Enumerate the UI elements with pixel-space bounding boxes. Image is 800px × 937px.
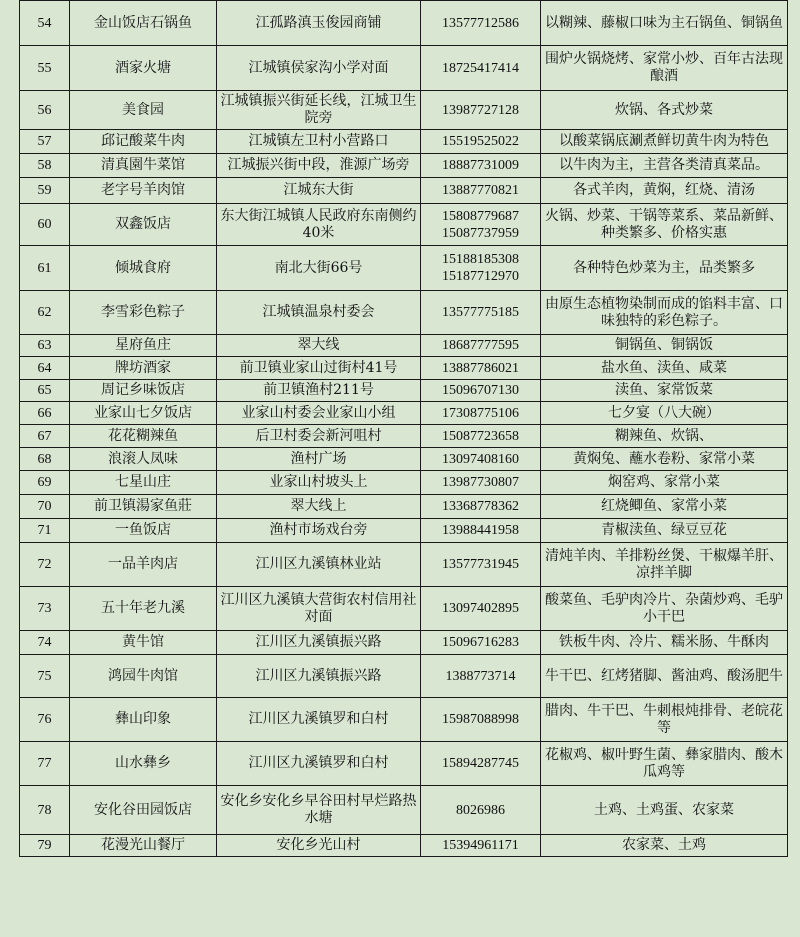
- row-number: 77: [20, 742, 70, 786]
- restaurant-phone: 15894287745: [421, 742, 541, 786]
- restaurant-specialty: 渎鱼、家常饭菜: [541, 380, 788, 402]
- restaurant-phone: 15087723658: [421, 425, 541, 448]
- restaurant-name: 一鱼饭店: [70, 519, 217, 543]
- restaurant-phone: 13097402895: [421, 587, 541, 631]
- table-row: [20, 204, 788, 246]
- row-number: 66: [20, 402, 70, 425]
- table-row: [20, 448, 788, 471]
- restaurant-name: 牌坊酒家: [70, 357, 217, 380]
- restaurant-address: 前卫镇业家山过街村41号: [217, 357, 421, 380]
- restaurant-name: 老字号羊肉馆: [70, 178, 217, 204]
- row-number: 68: [20, 448, 70, 471]
- row-number: 55: [20, 46, 70, 91]
- table-row: [20, 655, 788, 698]
- restaurant-specialty: 火锅、炒菜、干锅等菜系、菜品新鲜、种类繁多、价格实惠: [541, 204, 788, 246]
- row-number: 58: [20, 154, 70, 178]
- restaurant-phone: 18725417414: [421, 46, 541, 91]
- restaurant-phone: 13887786021: [421, 357, 541, 380]
- table-row: [20, 402, 788, 425]
- restaurant-phone: 15096716283: [421, 631, 541, 655]
- restaurant-address: 江孤路滇玉俊园商铺: [217, 1, 421, 46]
- restaurant-name: 清真園牛菜馆: [70, 154, 217, 178]
- restaurant-specialty: 各种特色炒菜为主，品类繁多: [541, 246, 788, 291]
- restaurant-name: 五十年老九溪: [70, 587, 217, 631]
- restaurant-specialty: 以糊辣、藤椒口味为主石锅鱼、铜锅鱼: [541, 1, 788, 46]
- table-row: [20, 357, 788, 380]
- restaurant-address: 江川区九溪镇振兴路: [217, 655, 421, 698]
- restaurant-name: 倾城食府: [70, 246, 217, 291]
- restaurant-specialty: 牛干巴、红烤猪脚、酱油鸡、酸汤肥牛: [541, 655, 788, 698]
- restaurant-phone: 15096707130: [421, 380, 541, 402]
- restaurant-address: 江城振兴街中段，淮源广场旁: [217, 154, 421, 178]
- restaurant-specialty: 糊辣鱼、炊锅、: [541, 425, 788, 448]
- table-row: [20, 130, 788, 154]
- restaurant-name: 李雪彩色粽子: [70, 291, 217, 335]
- restaurant-specialty: 腊肉、牛干巴、牛刺根炖排骨、老皖花等: [541, 698, 788, 742]
- restaurant-phone: 13577731945: [421, 543, 541, 587]
- table-row: [20, 246, 788, 291]
- restaurant-phone: 15987088998: [421, 698, 541, 742]
- restaurant-address: 渔村市场戏台旁: [217, 519, 421, 543]
- restaurant-specialty: 以牛肉为主，主营各类清真菜品。: [541, 154, 788, 178]
- restaurant-address: 翠大线: [217, 335, 421, 357]
- restaurant-address: 安化乡光山村: [217, 835, 421, 857]
- table-row: [20, 786, 788, 835]
- table-row: [20, 698, 788, 742]
- restaurant-address: 东大街江城镇人民政府东南侧约40米: [217, 204, 421, 246]
- restaurant-name: 花漫光山餐厅: [70, 835, 217, 857]
- row-number: 72: [20, 543, 70, 587]
- restaurant-phone: 13988441958: [421, 519, 541, 543]
- table-row: [20, 335, 788, 357]
- restaurant-name: 一品羊肉店: [70, 543, 217, 587]
- restaurant-address: 江城镇温泉村委会: [217, 291, 421, 335]
- restaurant-specialty: 焖窑鸡、家常小菜: [541, 471, 788, 495]
- restaurant-specialty: 土鸡、土鸡蛋、农家菜: [541, 786, 788, 835]
- restaurant-specialty: 清炖羊肉、羊排粉丝煲、干椒爆羊肝、凉拌羊脚: [541, 543, 788, 587]
- restaurant-address: 安化乡安化乡早谷田村早烂路热水塘: [217, 786, 421, 835]
- restaurant-phone: 13987730807: [421, 471, 541, 495]
- table-row: [20, 154, 788, 178]
- restaurant-phone: 8026986: [421, 786, 541, 835]
- restaurant-specialty: 炊锅、各式炒菜: [541, 91, 788, 130]
- row-number: 56: [20, 91, 70, 130]
- restaurant-address: 江川区九溪镇林业站: [217, 543, 421, 587]
- row-number: 61: [20, 246, 70, 291]
- row-number: 70: [20, 495, 70, 519]
- table-row: [20, 91, 788, 130]
- table-row: [20, 471, 788, 495]
- restaurant-phone: 15808779687 15087737959: [421, 204, 541, 246]
- restaurant-specialty: 以酸菜锅底涮煮鲜切黄牛肉为特色: [541, 130, 788, 154]
- row-number: 78: [20, 786, 70, 835]
- restaurant-phone: 15394961171: [421, 835, 541, 857]
- table-row: [20, 46, 788, 91]
- table-row: [20, 291, 788, 335]
- restaurant-name: 黄牛馆: [70, 631, 217, 655]
- row-number: 57: [20, 130, 70, 154]
- restaurant-phone: 18887731009: [421, 154, 541, 178]
- restaurant-specialty: 各式羊肉，黄焖，红烧、清汤: [541, 178, 788, 204]
- restaurant-table-body: [20, 1, 788, 857]
- restaurant-address: 江川区九溪镇罗和白村: [217, 742, 421, 786]
- restaurant-name: 前卫镇湯家鱼莊: [70, 495, 217, 519]
- restaurant-phone: 13368778362: [421, 495, 541, 519]
- row-number: 62: [20, 291, 70, 335]
- restaurant-address: 江城镇振兴街延长线，江城卫生院旁: [217, 91, 421, 130]
- table-row: [20, 380, 788, 402]
- restaurant-address: 业家山村坡头上: [217, 471, 421, 495]
- restaurant-name: 山水彝乡: [70, 742, 217, 786]
- row-number: 60: [20, 204, 70, 246]
- restaurant-address: 江川区九溪镇大营街农村信用社对面: [217, 587, 421, 631]
- restaurant-phone: 13097408160: [421, 448, 541, 471]
- restaurant-name: 酒家火塘: [70, 46, 217, 91]
- row-number: 71: [20, 519, 70, 543]
- restaurant-table: [19, 0, 788, 857]
- table-row: [20, 178, 788, 204]
- restaurant-address: 江城东大街: [217, 178, 421, 204]
- row-number: 67: [20, 425, 70, 448]
- table-row: [20, 1, 788, 46]
- restaurant-address: 江城镇左卫村小营路口: [217, 130, 421, 154]
- restaurant-phone: 17308775106: [421, 402, 541, 425]
- row-number: 75: [20, 655, 70, 698]
- row-number: 63: [20, 335, 70, 357]
- restaurant-specialty: 青椒渎鱼、绿豆豆花: [541, 519, 788, 543]
- restaurant-phone: 13577775185: [421, 291, 541, 335]
- restaurant-address: 江城镇侯家沟小学对面: [217, 46, 421, 91]
- restaurant-table-sheet: [19, 0, 787, 857]
- table-row: [20, 631, 788, 655]
- restaurant-phone: 18687777595: [421, 335, 541, 357]
- restaurant-specialty: 酸菜鱼、毛驴肉冷片、杂菌炒鸡、毛驴小干巴: [541, 587, 788, 631]
- table-row: [20, 425, 788, 448]
- row-number: 59: [20, 178, 70, 204]
- restaurant-specialty: 七夕宴（八大碗）: [541, 402, 788, 425]
- row-number: 65: [20, 380, 70, 402]
- restaurant-address: 渔村广场: [217, 448, 421, 471]
- table-row: [20, 587, 788, 631]
- restaurant-specialty: 农家菜、土鸡: [541, 835, 788, 857]
- table-row: [20, 543, 788, 587]
- row-number: 76: [20, 698, 70, 742]
- row-number: 79: [20, 835, 70, 857]
- restaurant-name: 美食园: [70, 91, 217, 130]
- row-number: 64: [20, 357, 70, 380]
- restaurant-specialty: 盐水鱼、渎鱼、咸菜: [541, 357, 788, 380]
- restaurant-specialty: 黄焖兔、蘸水卷粉、家常小菜: [541, 448, 788, 471]
- table-row: [20, 742, 788, 786]
- restaurant-name: 星府鱼庄: [70, 335, 217, 357]
- restaurant-specialty: 铜锅鱼、铜锅饭: [541, 335, 788, 357]
- restaurant-name: 浪滚人凤味: [70, 448, 217, 471]
- restaurant-name: 花花糊辣鱼: [70, 425, 217, 448]
- restaurant-name: 金山饭店石锅鱼: [70, 1, 217, 46]
- restaurant-specialty: 花椒鸡、椒叶野生菌、彝家腊肉、酸木瓜鸡等: [541, 742, 788, 786]
- restaurant-phone: 15519525022: [421, 130, 541, 154]
- restaurant-address: 后卫村委会新河咀村: [217, 425, 421, 448]
- restaurant-name: 七星山庄: [70, 471, 217, 495]
- row-number: 74: [20, 631, 70, 655]
- restaurant-specialty: 红烧鲫鱼、家常小菜: [541, 495, 788, 519]
- restaurant-address: 江川区九溪镇罗和白村: [217, 698, 421, 742]
- restaurant-name: 彝山印象: [70, 698, 217, 742]
- restaurant-name: 业家山七夕饭店: [70, 402, 217, 425]
- restaurant-address: 业家山村委会业家山小组: [217, 402, 421, 425]
- restaurant-specialty: 围炉火锅烧烤、家常小炒、百年古法现酿酒: [541, 46, 788, 91]
- restaurant-name: 邱记酸菜牛肉: [70, 130, 217, 154]
- restaurant-name: 鸿园牛肉馆: [70, 655, 217, 698]
- restaurant-name: 周记乡味饭店: [70, 380, 217, 402]
- restaurant-address: 江川区九溪镇振兴路: [217, 631, 421, 655]
- restaurant-specialty: 由原生态植物染制而成的馅料丰富、口味独特的彩色粽子。: [541, 291, 788, 335]
- table-row: [20, 835, 788, 857]
- restaurant-phone: 13987727128: [421, 91, 541, 130]
- table-row: [20, 519, 788, 543]
- restaurant-phone: 1388773714: [421, 655, 541, 698]
- table-row: [20, 495, 788, 519]
- restaurant-address: 前卫镇渔村211号: [217, 380, 421, 402]
- restaurant-phone: 13577712586: [421, 1, 541, 46]
- restaurant-specialty: 铁板牛肉、冷片、糯米肠、牛酥肉: [541, 631, 788, 655]
- restaurant-address: 翠大线上: [217, 495, 421, 519]
- row-number: 54: [20, 1, 70, 46]
- restaurant-name: 双鑫饭店: [70, 204, 217, 246]
- restaurant-name: 安化谷田园饭店: [70, 786, 217, 835]
- row-number: 73: [20, 587, 70, 631]
- restaurant-phone: 13887770821: [421, 178, 541, 204]
- row-number: 69: [20, 471, 70, 495]
- restaurant-phone: 15188185308 15187712970: [421, 246, 541, 291]
- restaurant-address: 南北大街66号: [217, 246, 421, 291]
